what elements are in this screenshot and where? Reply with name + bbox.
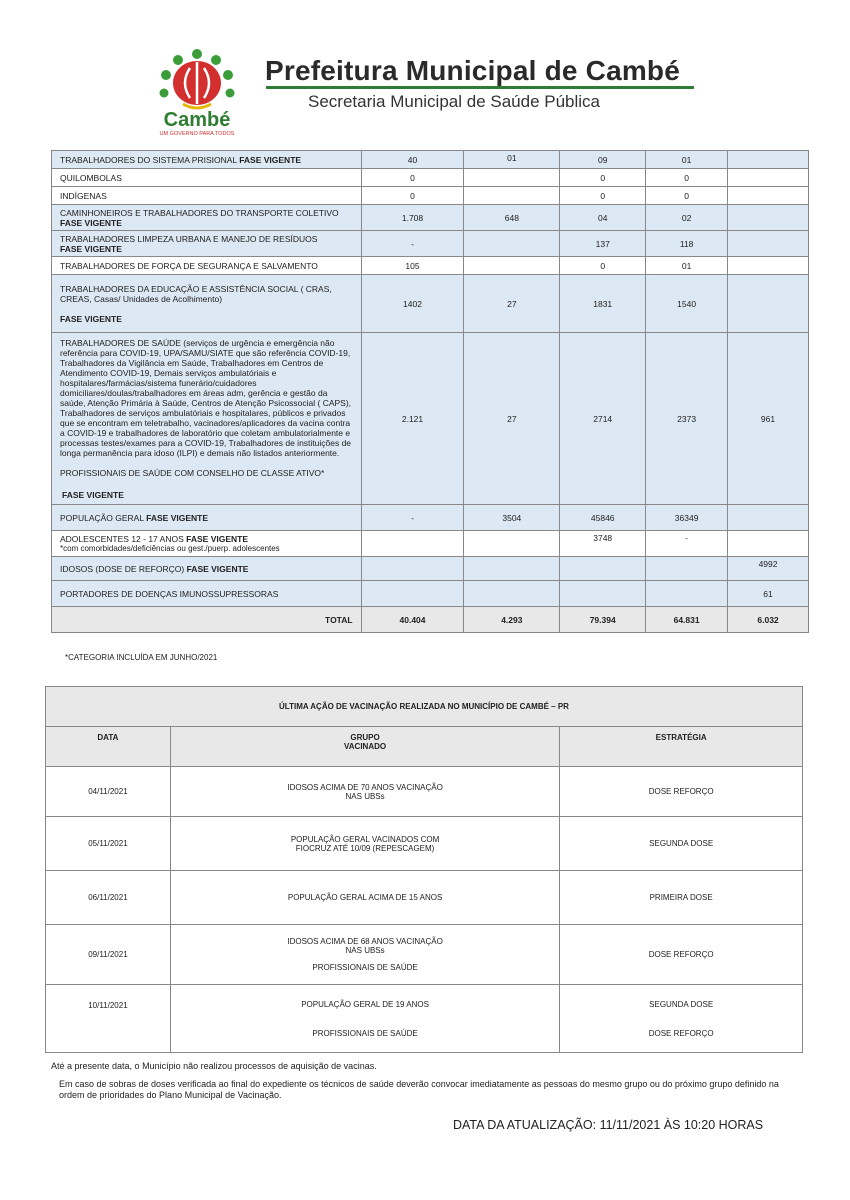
cell-c1 (361, 581, 464, 607)
phase-label: FASE VIGENTE (62, 489, 124, 500)
cell-c4: - (646, 531, 728, 557)
cell-c2: 01 (464, 151, 560, 169)
category-row (52, 151, 809, 169)
category-row (52, 505, 809, 531)
category-label (52, 581, 362, 607)
total-c3: 79.394 (560, 607, 646, 633)
cell-c4: 118 (646, 231, 728, 257)
category-label (52, 169, 362, 187)
category-name: POPULAÇÃO GERAL (60, 512, 147, 523)
total-c4: 64.831 (646, 607, 728, 633)
cell-c3: 45846 (560, 505, 646, 531)
cell-c3: 09 (560, 151, 646, 169)
action-row (46, 817, 803, 871)
cell-c4: 01 (646, 257, 728, 275)
cell-c1: 2.121 (361, 333, 464, 505)
cell-c3: 0 (560, 257, 646, 275)
cell-c1: 40 (361, 151, 464, 169)
cell-c4 (646, 557, 728, 581)
action-group (170, 985, 559, 1053)
cell-c2 (464, 581, 560, 607)
action-date: 06/11/2021 (46, 871, 171, 925)
last-action-title: ÚLTIMA AÇÃO DE VACINAÇÃO REALIZADA NO MUNICÍPIO DE CAMBÉ – PR (46, 687, 803, 727)
action-group-line: PROFISSIONAIS DE SAÚDE (312, 963, 418, 972)
category-name: ADOLESCENTES 12 - 17 ANOS (60, 534, 187, 544)
cell-c5 (728, 531, 809, 557)
category-label (52, 531, 362, 557)
logo-text: Cambé (163, 109, 231, 131)
action-date: 10/11/2021 (46, 985, 171, 1053)
cell-c4: 0 (646, 169, 728, 187)
action-date: 05/11/2021 (46, 817, 171, 871)
cell-c1: 1.708 (361, 205, 464, 231)
action-strategy (560, 767, 803, 817)
action-strategy (560, 985, 803, 1053)
category-row (52, 333, 809, 505)
category-label (52, 275, 362, 333)
cell-c5 (728, 169, 809, 187)
category-label (52, 557, 362, 581)
cell-c1 (361, 557, 464, 581)
total-c5: 6.032 (728, 607, 809, 633)
cambe-logo (150, 48, 245, 138)
phase-label: FASE VIGENTE (60, 217, 122, 228)
page-header (0, 0, 850, 150)
cell-c5: 61 (728, 581, 809, 607)
action-group-line: PROFISSIONAIS DE SAÚDE (312, 1028, 418, 1038)
cell-c5 (728, 505, 809, 531)
phase-label: FASE VIGENTE (239, 154, 302, 165)
cell-c3: 3748 (560, 531, 646, 557)
category-label (52, 151, 362, 169)
cell-c4: 01 (646, 151, 728, 169)
action-row (46, 925, 803, 985)
cell-c3: 04 (560, 205, 646, 231)
category-name: CAMINHONEIROS E TRABALHADORES DO TRANSPORTE COLETIVO (60, 207, 339, 218)
action-date: 09/11/2021 (46, 925, 171, 985)
cell-c2 (464, 187, 560, 205)
phase-label: FASE VIGENTE (60, 243, 122, 254)
action-strategy (560, 925, 803, 985)
category-name: IDOSOS (DOSE DE REFORÇO) (60, 563, 187, 574)
category-name: TRABALHADORES DE SAÚDE (serviços de urgência e emergência não referência para COVID-19, UPA/SAMU/SIATE que são referência COVID-19, Trabalhadores da Vigilância em Saúde, Trabalhadores em Centros de Atendimento COVID-19, Demais serviços ambulatóriais e hospitalares/farmácias/sistema funerário/cuidadores domiciliares/doulas/trabalhadores em áreas adm, gerência e gestão da saúde, Atenção Primária à Saúde, Centros de Atenção Psicossocial ( CAPS), Trabalhadores de serviços ambulatóriais e hospitalares, públicos e privados que se encontram em teletrabalho, vacinadores/aplicadores da vacina contra a COVID-19 e trabalhadores de laboratório que coletam ambulatorialmente e processas testes/exames para a COVID-19, Trabalhadores de instituições de longa permanência para idoso (ILPI) e demais não listados anteriormente. (60, 337, 352, 458)
action-group-line: POPULAÇÃO GERAL VACINADOS COM (290, 834, 440, 844)
cell-c1: - (361, 505, 464, 531)
category-name: INDÍGENAS (60, 190, 107, 201)
cell-c5 (728, 187, 809, 205)
cell-c2: 27 (464, 333, 560, 505)
action-row (46, 985, 803, 1053)
category-row (52, 231, 809, 257)
category-row (52, 205, 809, 231)
cell-c5: 4992 (728, 557, 809, 581)
category-name: QUILOMBOLAS (60, 172, 122, 183)
phase-label: FASE VIGENTE (186, 534, 249, 544)
cell-c2 (464, 169, 560, 187)
action-group-line: NAS UBSs (345, 791, 385, 801)
action-strategy (560, 871, 803, 925)
action-group (170, 817, 559, 871)
cell-c1 (361, 531, 464, 557)
cell-c5 (728, 151, 809, 169)
cell-c3 (560, 557, 646, 581)
category-extra: PROFISSIONAIS DE SAÚDE COM CONSELHO DE CLASSE ATIVO* (60, 467, 325, 478)
action-group-line: NAS UBSs (345, 946, 385, 955)
action-strategy-line: DOSE REFORÇO (648, 1028, 714, 1038)
cell-c1: 0 (361, 169, 464, 187)
cell-c2: 27 (464, 275, 560, 333)
action-row (46, 871, 803, 925)
col-strategy: ESTRATÉGIA (560, 727, 803, 767)
action-group-line: POPULAÇÃO GERAL DE 19 ANOS (301, 999, 429, 1009)
cell-c4 (646, 581, 728, 607)
cell-c1: 105 (361, 257, 464, 275)
phase-label: FASE VIGENTE (186, 563, 249, 574)
footer-line-1: Até a presente data, o Município não realizou processos de aquisição de vacinas. (51, 1061, 377, 1071)
category-row (52, 257, 809, 275)
cell-c1: - (361, 231, 464, 257)
action-strategy-line: DOSE REFORÇO (648, 950, 714, 959)
total-label: TOTAL (52, 607, 362, 633)
cell-c3: 137 (560, 231, 646, 257)
cell-c4: 2373 (646, 333, 728, 505)
cell-c3: 2714 (560, 333, 646, 505)
category-label (52, 205, 362, 231)
cell-c3: 1831 (560, 275, 646, 333)
last-action-title-row (46, 687, 803, 727)
cell-c2: 3504 (464, 505, 560, 531)
category-row (52, 557, 809, 581)
category-row (52, 531, 809, 557)
category-row (52, 169, 809, 187)
cell-c5 (728, 231, 809, 257)
category-row (52, 275, 809, 333)
category-name: TRABALHADORES LIMPEZA URBANA E MANEJO DE RESÍDUOS (60, 233, 318, 244)
action-strategy-line: PRIMEIRA DOSE (649, 893, 713, 902)
cell-c2 (464, 231, 560, 257)
total-c1: 40.404 (361, 607, 464, 633)
category-extra: *com comorbidades/deficiências ou gest./puerp. adolescentes (60, 544, 280, 553)
cell-c1: 0 (361, 187, 464, 205)
category-label (52, 333, 362, 505)
category-label (52, 257, 362, 275)
cell-c2 (464, 557, 560, 581)
cell-c1: 1402 (361, 275, 464, 333)
action-strategy-line: SEGUNDA DOSE (649, 999, 714, 1009)
cell-c5: 961 (728, 333, 809, 505)
action-strategy-line: SEGUNDA DOSE (649, 839, 714, 848)
title-underline (266, 86, 694, 89)
action-strategy (560, 817, 803, 871)
cell-c3: 0 (560, 187, 646, 205)
category-label (52, 187, 362, 205)
phase-label: FASE VIGENTE (60, 313, 122, 324)
logo-tagline: UM GOVERNO PARA TODOS (159, 131, 235, 137)
category-row (52, 187, 809, 205)
cell-c2 (464, 257, 560, 275)
total-row (52, 607, 809, 633)
last-action-header-row (46, 727, 803, 767)
col-date: DATA (46, 727, 171, 767)
action-group (170, 925, 559, 985)
category-name: PORTADORES DE DOENÇAS IMUNOSSUPRESSORAS (60, 588, 279, 599)
action-strategy-line: DOSE REFORÇO (648, 787, 714, 796)
category-note: *CATEGORIA INCLUÍDA EM JUNHO/2021 (65, 653, 218, 662)
update-date: DATA DA ATUALIZAÇÃO: 11/11/2021 ÀS 10:20 HORAS (453, 1118, 764, 1132)
category-row (52, 581, 809, 607)
footer-line-2: Em caso de sobras de doses verificada ao final do expediente os técnicos de saúde deverão convocar imediatamente as pessoas do mesmo grupo ou do próximo grupo definido na ordem de prioridades do Plano Municipal de Vacinação. (59, 1079, 779, 1100)
cell-c5 (728, 257, 809, 275)
cell-c5 (728, 205, 809, 231)
page-title: Prefeitura Municipal de Cambé (265, 55, 681, 86)
action-group-line: IDOSOS ACIMA DE 68 ANOS VACINAÇÃO (287, 937, 443, 946)
action-row (46, 767, 803, 817)
col-group: GRUPO VACINADO (170, 727, 559, 767)
cell-c3: 0 (560, 169, 646, 187)
page-subtitle: Secretaria Municipal de Saúde Pública (308, 92, 601, 111)
action-group (170, 767, 559, 817)
category-label (52, 231, 362, 257)
action-group-line: POPULAÇÃO GERAL ACIMA DE 15 ANOS (287, 893, 443, 902)
cell-c4: 1540 (646, 275, 728, 333)
action-group (170, 871, 559, 925)
last-action-table (45, 686, 803, 1053)
category-name: TRABALHADORES DO SISTEMA PRISIONAL (60, 154, 240, 165)
vaccination-table (51, 150, 809, 633)
cell-c3 (560, 581, 646, 607)
action-date: 04/11/2021 (46, 767, 171, 817)
cell-c4: 02 (646, 205, 728, 231)
cell-c5 (728, 275, 809, 333)
phase-label: FASE VIGENTE (146, 512, 209, 523)
cell-c2: 648 (464, 205, 560, 231)
total-c2: 4.293 (464, 607, 560, 633)
action-group-line: FIOCRUZ ATÉ 10/09 (REPESCAGEM) (295, 843, 435, 853)
category-label (52, 505, 362, 531)
action-group-line: IDOSOS ACIMA DE 70 ANOS VACINAÇÃO (287, 782, 443, 792)
category-name: TRABALHADORES DA EDUCAÇÃO E ASSISTÊNCIA SOCIAL ( CRAS, CREAS, Casas/ Unidades de Acolhimento) (60, 283, 332, 304)
category-name: TRABALHADORES DE FORÇA DE SEGURANÇA E SALVAMENTO (60, 260, 318, 271)
cell-c4: 0 (646, 187, 728, 205)
cell-c4: 36349 (646, 505, 728, 531)
cell-c2 (464, 531, 560, 557)
